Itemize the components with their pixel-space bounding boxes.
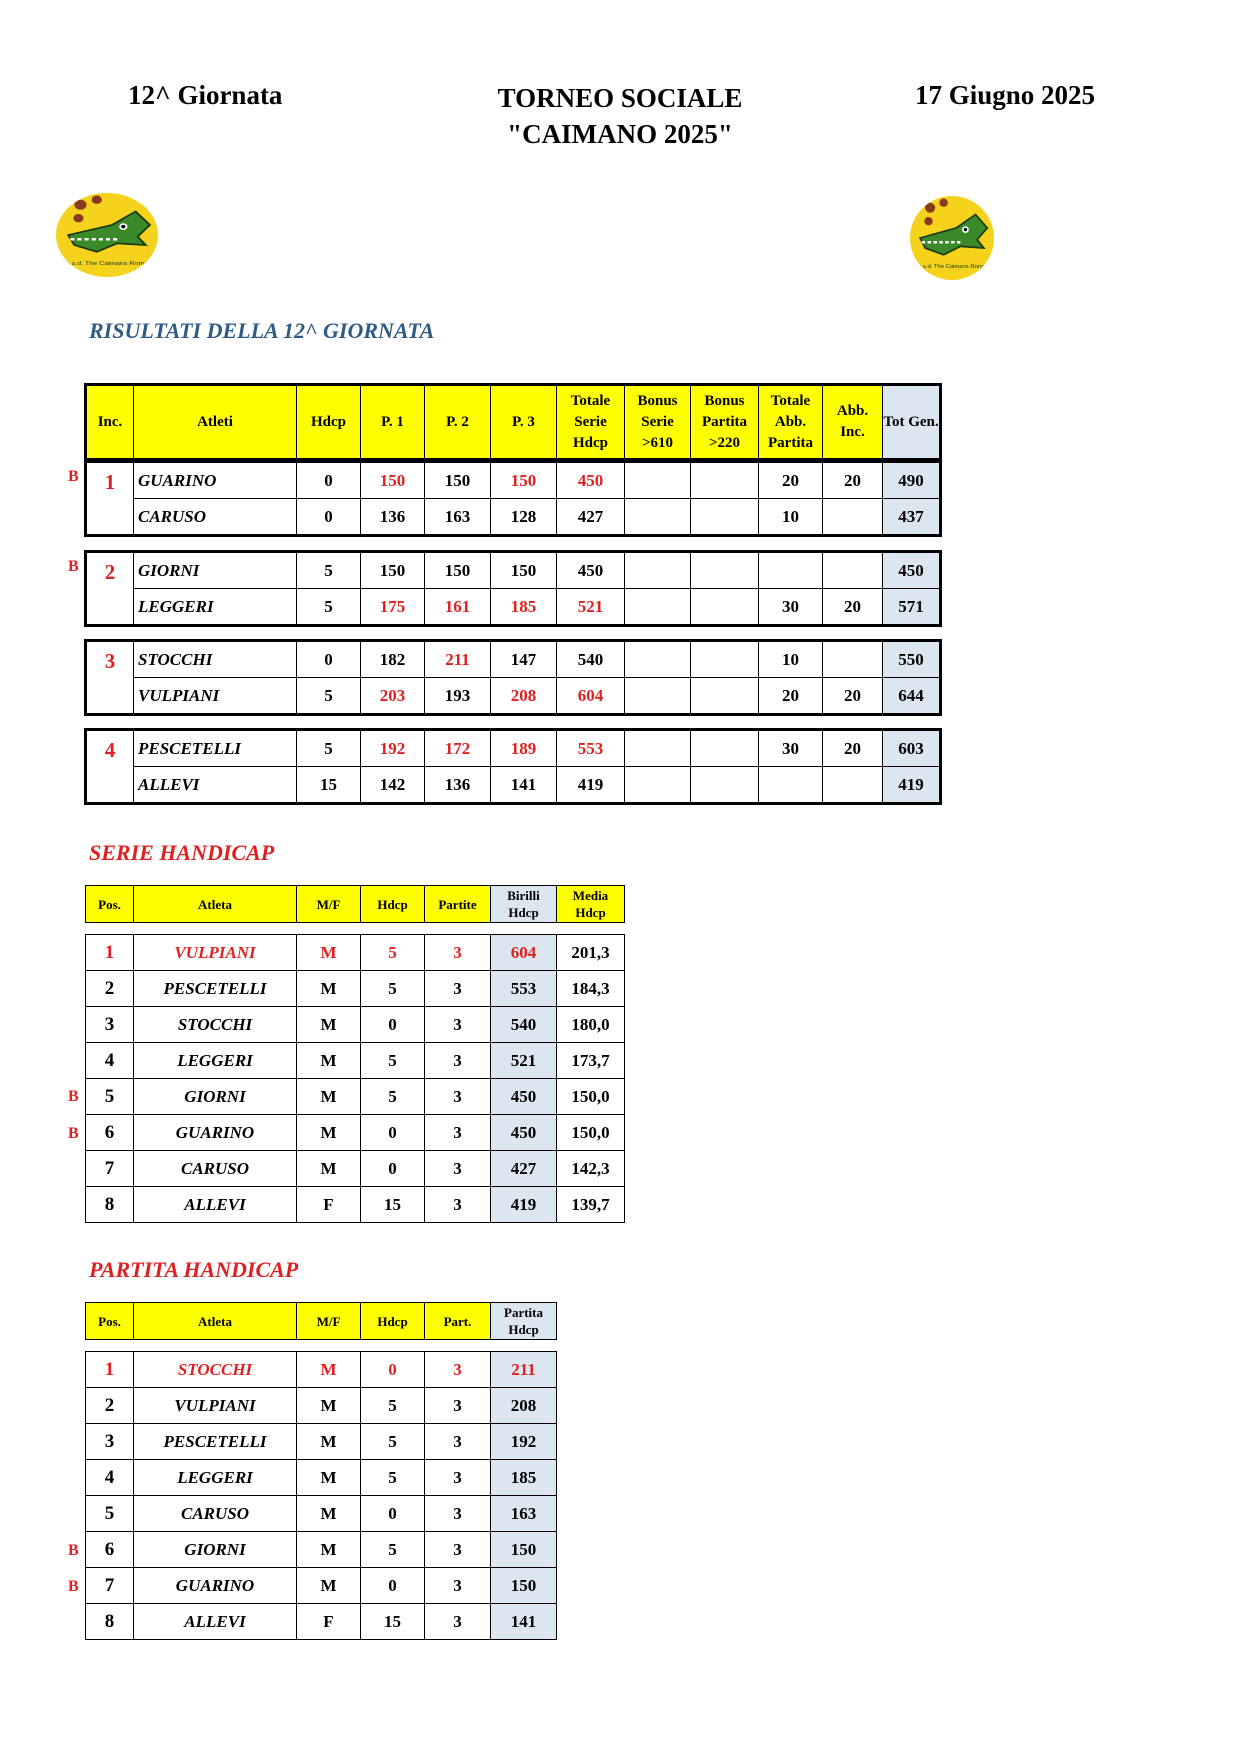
cell-pos: 1 [86,1352,134,1388]
club-logo-left [56,193,158,277]
bonus-mark: B [68,558,79,575]
cell-bs [625,641,691,678]
ranking-col-header: Atleta [134,1303,297,1340]
cell-hdcp: 5 [297,678,361,715]
cell-gen: 450 [883,552,941,589]
cell-mf: F [297,1604,361,1640]
cell-name: STOCCHI [134,1352,297,1388]
ranking-col-header: M/F [297,1303,361,1340]
cell-hdcp: 5 [361,1043,425,1079]
cell-mf: M [297,1424,361,1460]
cell-hdcp: 0 [361,1007,425,1043]
cell-mf: M [297,935,361,971]
cell-mf: M [297,1460,361,1496]
cell-pos: 1 [86,935,134,971]
match-table [84,460,942,537]
cell-p3: 150 [491,552,557,589]
ranking-row [86,1604,557,1640]
ranking-row [86,971,625,1007]
match-row [86,589,941,626]
cell-p2: 150 [425,462,491,499]
cell-p2: 136 [425,767,491,804]
bonus-mark: B [68,1124,79,1142]
ranking-col-header: Media Hdcp [557,886,625,923]
cell-score: 150 [491,1532,557,1568]
match-table [84,550,942,627]
cell-part: 3 [425,1496,491,1532]
title-line-2: "CAIMANO 2025" [507,119,733,149]
cell-p3: 150 [491,462,557,499]
cell-name: ALLEVI [134,1187,297,1223]
cell-name: LEGGERI [134,1460,297,1496]
cell-name: VULPIANI [134,678,297,715]
cell-p1: 182 [361,641,425,678]
cell-part: 3 [425,1532,491,1568]
cell-score: 141 [491,1604,557,1640]
match-row [86,552,941,589]
cell-hdcp: 5 [361,971,425,1007]
ranking-col-header: Pos. [86,1303,134,1340]
cell-p2: 211 [425,641,491,678]
match-row [86,767,941,804]
cell-mf: M [297,1496,361,1532]
cell-hdcp: 0 [361,1352,425,1388]
ranking-row [86,935,625,971]
cell-abb [759,552,823,589]
cell-part: 3 [425,1388,491,1424]
ranking-header-table [85,885,625,923]
match-row [86,499,941,536]
cell-media: 201,3 [557,935,625,971]
cell-mf: M [297,1079,361,1115]
cell-p3: 141 [491,767,557,804]
match-number: 2 [86,552,134,626]
match-number: 1 [86,462,134,536]
cell-hdcp: 5 [361,1424,425,1460]
cell-tot: 450 [557,552,625,589]
cell-p1: 150 [361,552,425,589]
cell-bp [691,589,759,626]
cell-hdcp: 0 [361,1496,425,1532]
cell-abbinc: 20 [823,730,883,767]
cell-gen: 644 [883,678,941,715]
cell-name: PESCETELLI [134,971,297,1007]
match-number: 3 [86,641,134,715]
cell-bp [691,767,759,804]
cell-name: GUARINO [134,1115,297,1151]
cell-pos: 5 [86,1079,134,1115]
results-col-header: Inc. [86,385,134,460]
cell-name: GIORNI [134,552,297,589]
cell-bir: 427 [491,1151,557,1187]
cell-pos: 6 [86,1532,134,1568]
cell-abbinc: 20 [823,462,883,499]
cell-gen: 603 [883,730,941,767]
match-table [84,639,942,716]
results-section-title: RISULTATI DELLA 12^ GIORNATA [89,318,435,343]
ranking-row [86,1496,557,1532]
cell-part: 3 [425,1007,491,1043]
ranking-row [86,1460,557,1496]
cell-abbinc [823,767,883,804]
ranking-row [86,1115,625,1151]
cell-name: LEGGERI [134,589,297,626]
cell-name: PESCETELLI [134,1424,297,1460]
cell-p1: 142 [361,767,425,804]
cell-part: 3 [425,935,491,971]
cell-score: 163 [491,1496,557,1532]
cell-p3: 147 [491,641,557,678]
results-header-table [84,383,942,461]
results-col-header: Bonus Serie >610 [625,385,691,460]
results-col-header: Hdcp [297,385,361,460]
match-number: 4 [86,730,134,804]
cell-hdcp: 5 [297,552,361,589]
club-logo-right [910,196,994,280]
ranking-col-header: Partita Hdcp [491,1303,557,1340]
cell-p3: 128 [491,499,557,536]
cell-score: 208 [491,1388,557,1424]
cell-abbinc [823,641,883,678]
cell-mf: M [297,1115,361,1151]
ranking-row [86,1352,557,1388]
results-col-header: Atleti [134,385,297,460]
cell-p1: 203 [361,678,425,715]
ranking-row [86,1043,625,1079]
cell-gen: 490 [883,462,941,499]
crocodile-logo-icon [910,196,994,280]
results-col-header: Totale Abb. Partita [759,385,823,460]
cell-hdcp: 5 [361,1079,425,1115]
cell-part: 3 [425,1568,491,1604]
cell-mf: F [297,1187,361,1223]
round-label: 12^ Giornata [128,80,283,110]
cell-hdcp: 5 [361,1532,425,1568]
ranking-row [86,1187,625,1223]
ranking-row [86,1079,625,1115]
ranking-body-table [85,1351,557,1640]
cell-name: STOCCHI [134,1007,297,1043]
cell-pos: 4 [86,1043,134,1079]
cell-name: VULPIANI [134,1388,297,1424]
cell-hdcp: 5 [297,730,361,767]
cell-media: 180,0 [557,1007,625,1043]
cell-pos: 5 [86,1496,134,1532]
cell-mf: M [297,1352,361,1388]
cell-abb: 30 [759,589,823,626]
cell-abbinc [823,499,883,536]
cell-name: CARUSO [134,1151,297,1187]
tournament-title [430,80,810,152]
serie-section-title: SERIE HANDICAP [89,840,275,865]
cell-pos: 8 [86,1187,134,1223]
cell-mf: M [297,971,361,1007]
ranking-row [86,1424,557,1460]
match-table [84,728,942,805]
cell-p3: 208 [491,678,557,715]
cell-hdcp: 5 [361,1388,425,1424]
cell-name: GIORNI [134,1532,297,1568]
cell-bp [691,552,759,589]
cell-hdcp: 0 [361,1115,425,1151]
results-col-header: Abb. Inc. [823,385,883,460]
cell-tot: 604 [557,678,625,715]
cell-mf: M [297,1007,361,1043]
cell-p2: 163 [425,499,491,536]
cell-bp [691,462,759,499]
cell-hdcp: 0 [297,499,361,536]
cell-media: 142,3 [557,1151,625,1187]
cell-part: 3 [425,1460,491,1496]
match-row [86,641,941,678]
cell-gen: 419 [883,767,941,804]
cell-tot: 419 [557,767,625,804]
title-line-1: TORNEO SOCIALE [497,83,743,113]
cell-name: VULPIANI [134,935,297,971]
results-header-row [86,385,941,460]
cell-p2: 193 [425,678,491,715]
results-col-header: Bonus Partita >220 [691,385,759,460]
cell-pos: 8 [86,1604,134,1640]
crocodile-logo-icon [56,193,158,277]
cell-name: PESCETELLI [134,730,297,767]
cell-tot: 553 [557,730,625,767]
cell-name: ALLEVI [134,1604,297,1640]
cell-tot: 450 [557,462,625,499]
cell-hdcp: 15 [297,767,361,804]
cell-hdcp: 0 [297,641,361,678]
cell-hdcp: 0 [361,1568,425,1604]
results-col-header: Totale Serie Hdcp [557,385,625,460]
cell-mf: M [297,1532,361,1568]
cell-pos: 6 [86,1115,134,1151]
cell-mf: M [297,1043,361,1079]
cell-gen: 550 [883,641,941,678]
cell-bir: 419 [491,1187,557,1223]
cell-hdcp: 0 [297,462,361,499]
cell-media: 150,0 [557,1115,625,1151]
cell-score: 185 [491,1460,557,1496]
cell-p2: 161 [425,589,491,626]
cell-hdcp: 5 [361,1460,425,1496]
cell-bs [625,499,691,536]
cell-hdcp: 15 [361,1604,425,1640]
cell-bp [691,499,759,536]
ranking-row [86,1388,557,1424]
cell-bs [625,589,691,626]
ranking-row [86,1007,625,1043]
logo-caption: a.s.d. The Caimans Roma [918,264,986,271]
results-col-header: Tot Gen. [883,385,941,460]
ranking-header-table [85,1302,557,1340]
cell-tot: 540 [557,641,625,678]
cell-p1: 136 [361,499,425,536]
cell-name: STOCCHI [134,641,297,678]
cell-bir: 450 [491,1079,557,1115]
cell-hdcp: 5 [361,935,425,971]
cell-mf: M [297,1388,361,1424]
cell-part: 3 [425,1043,491,1079]
cell-part: 3 [425,1151,491,1187]
cell-bs [625,730,691,767]
cell-name: GIORNI [134,1079,297,1115]
cell-tot: 521 [557,589,625,626]
cell-abb: 10 [759,641,823,678]
results-col-header: P. 3 [491,385,557,460]
cell-pos: 3 [86,1007,134,1043]
cell-part: 3 [425,1079,491,1115]
cell-media: 184,3 [557,971,625,1007]
cell-p1: 150 [361,462,425,499]
cell-p1: 192 [361,730,425,767]
cell-bs [625,767,691,804]
ranking-row [86,1532,557,1568]
match-row [86,462,941,499]
ranking-col-header: Atleta [134,886,297,923]
cell-pos: 7 [86,1151,134,1187]
cell-abbinc: 20 [823,589,883,626]
cell-bs [625,462,691,499]
ranking-col-header: Part. [425,1303,491,1340]
cell-abbinc [823,552,883,589]
cell-hdcp: 0 [361,1151,425,1187]
cell-bp [691,730,759,767]
cell-bp [691,641,759,678]
cell-name: CARUSO [134,499,297,536]
ranking-header-row [86,1303,557,1340]
cell-abbinc: 20 [823,678,883,715]
cell-media: 173,7 [557,1043,625,1079]
ranking-col-header: Birilli Hdcp [491,886,557,923]
ranking-body-table [85,934,625,1223]
bonus-mark: B [68,1578,79,1595]
results-col-header: P. 2 [425,385,491,460]
cell-part: 3 [425,1604,491,1640]
ranking-col-header: Hdcp [361,886,425,923]
cell-score: 192 [491,1424,557,1460]
cell-name: GUARINO [134,462,297,499]
cell-abb [759,767,823,804]
results-col-header: P. 1 [361,385,425,460]
cell-bir: 553 [491,971,557,1007]
cell-part: 3 [425,1115,491,1151]
logo-caption: a.s.d. The Caimans Roma [65,260,149,268]
cell-mf: M [297,1568,361,1604]
cell-name: LEGGERI [134,1043,297,1079]
cell-name: ALLEVI [134,767,297,804]
cell-p2: 150 [425,552,491,589]
cell-part: 3 [425,1424,491,1460]
cell-hdcp: 15 [361,1187,425,1223]
ranking-row [86,1568,557,1604]
match-row [86,730,941,767]
cell-part: 3 [425,1352,491,1388]
cell-part: 3 [425,1187,491,1223]
ranking-col-header: M/F [297,886,361,923]
cell-part: 3 [425,971,491,1007]
cell-bir: 540 [491,1007,557,1043]
cell-bir: 604 [491,935,557,971]
cell-pos: 3 [86,1424,134,1460]
bonus-mark: B [68,468,79,485]
ranking-header-row [86,886,625,923]
cell-bp [691,678,759,715]
cell-name: CARUSO [134,1496,297,1532]
date-label: 17 Giugno 2025 [915,80,1096,110]
cell-mf: M [297,1151,361,1187]
match-row [86,678,941,715]
cell-bs [625,678,691,715]
ranking-col-header: Hdcp [361,1303,425,1340]
cell-abb: 10 [759,499,823,536]
cell-p2: 172 [425,730,491,767]
ranking-col-header: Pos. [86,886,134,923]
cell-pos: 4 [86,1460,134,1496]
cell-gen: 437 [883,499,941,536]
ranking-row [86,1151,625,1187]
cell-bir: 450 [491,1115,557,1151]
cell-p1: 175 [361,589,425,626]
cell-bir: 521 [491,1043,557,1079]
cell-hdcp: 5 [297,589,361,626]
partita-section-title: PARTITA HANDICAP [89,1257,299,1282]
cell-tot: 427 [557,499,625,536]
cell-pos: 7 [86,1568,134,1604]
cell-abb: 20 [759,462,823,499]
bonus-mark: B [68,1088,79,1105]
cell-pos: 2 [86,1388,134,1424]
cell-score: 150 [491,1568,557,1604]
cell-score: 211 [491,1352,557,1388]
cell-p3: 189 [491,730,557,767]
bonus-mark: B [68,1541,79,1559]
cell-abb: 30 [759,730,823,767]
cell-name: GUARINO [134,1568,297,1604]
cell-media: 139,7 [557,1187,625,1223]
cell-gen: 571 [883,589,941,626]
cell-abb: 20 [759,678,823,715]
cell-p3: 185 [491,589,557,626]
cell-bs [625,552,691,589]
cell-pos: 2 [86,971,134,1007]
cell-media: 150,0 [557,1079,625,1115]
ranking-col-header: Partite [425,886,491,923]
